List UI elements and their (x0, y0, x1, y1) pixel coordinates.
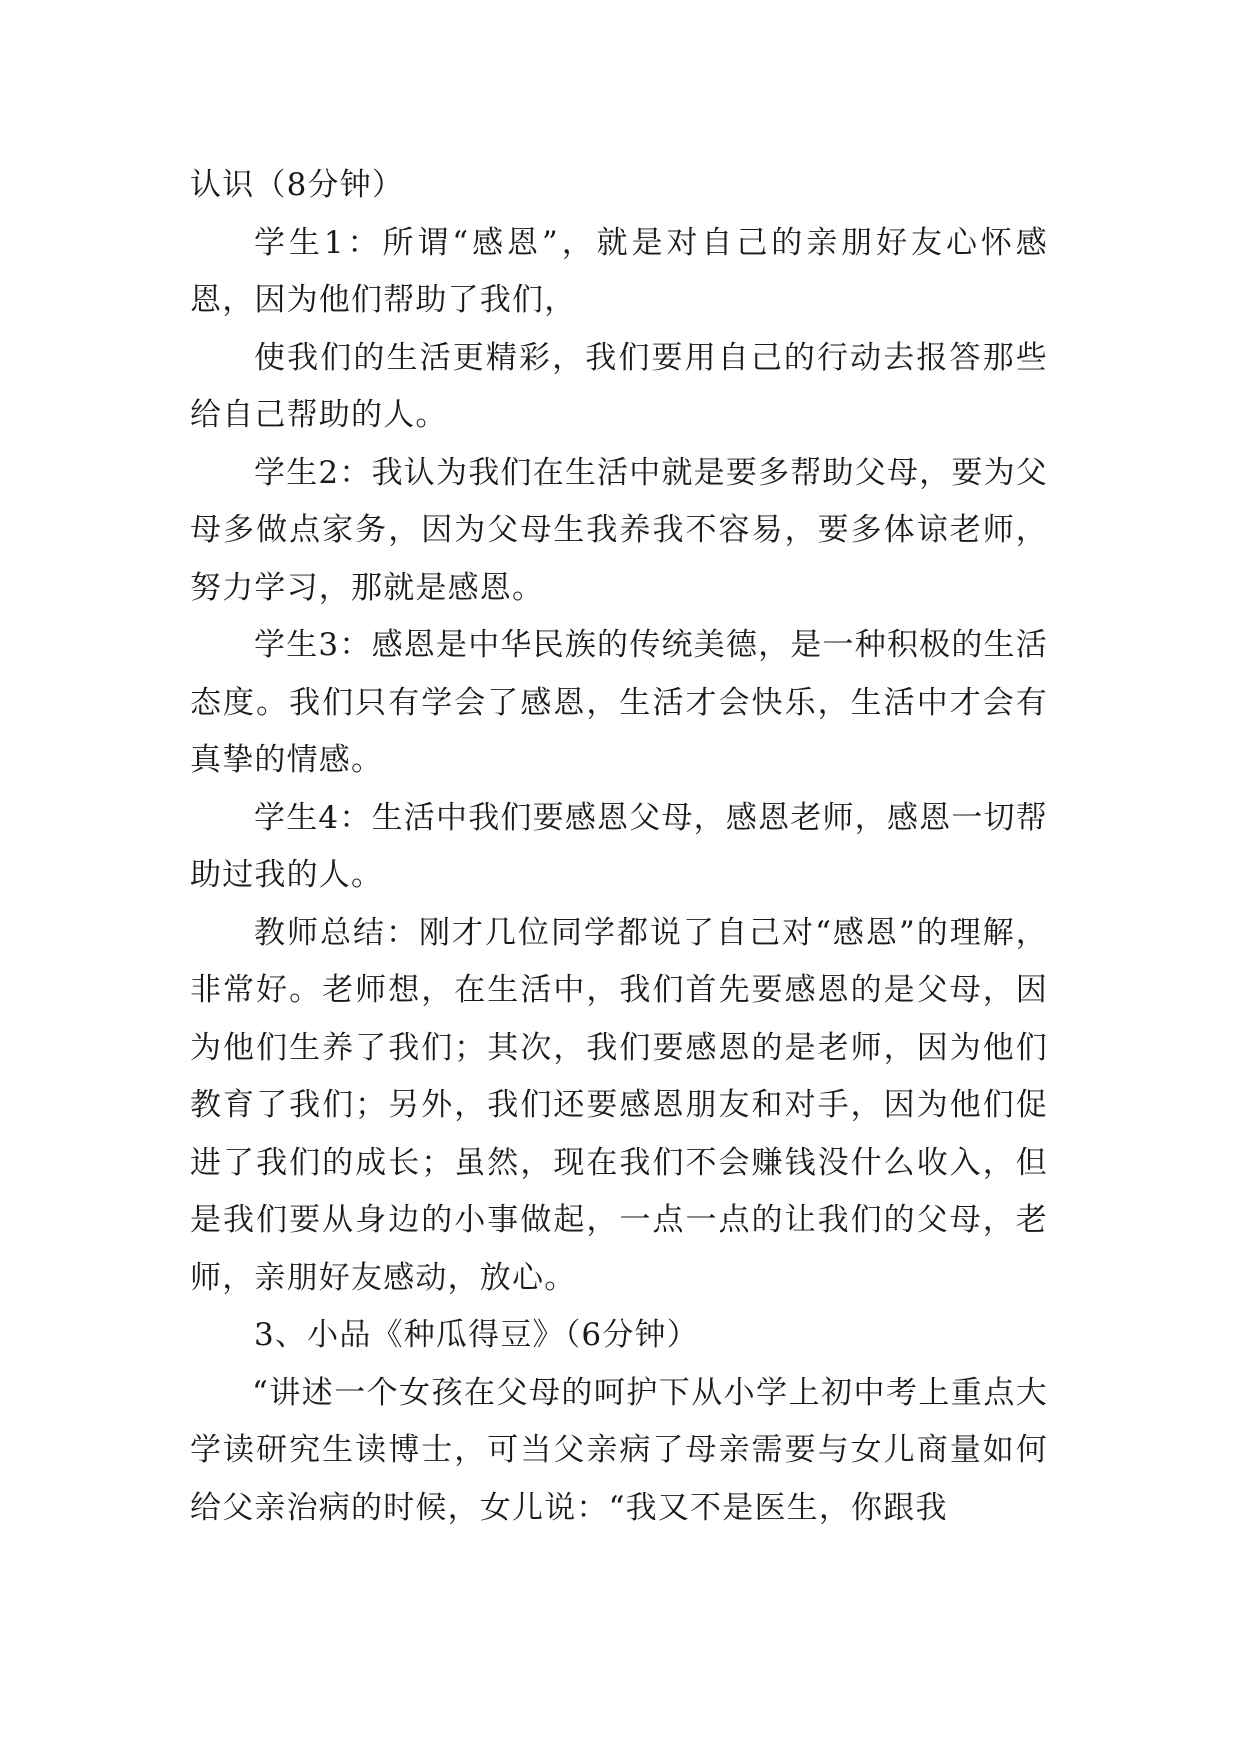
paragraph-skit-description: “讲述一个女孩在父母的呵护下从小学上初中考上重点大学读研究生读博士，可当父亲病了母亲需要与女儿商量如何给父亲治病的时候，女儿说：“我又不是医生，你跟我 (190, 1374, 1048, 1526)
paragraph-student-4: 学生4：生活中我们要感恩父母，感恩老师，感恩一切帮助过我的人。 (190, 799, 1048, 893)
paragraph-teacher-summary: 教师总结：刚才几位同学都说了自己对“感恩”的理解，非常好。老师想，在生活中，我们首先要感恩的是父母，因为他们生养了我们；其次，我们要感恩的是老师，因为他们教育了我们；另外，我们还要感恩朋友和对手，因为他们促进了我们的成长；虽然，现在我们不会赚钱没什么收入，但是我们要从身边的小事做起，一点一点的让我们的父母，老师，亲朋好友感动，放心。 (190, 914, 1048, 1296)
paragraph-student-1-continued: 使我们的生活更精彩，我们要用自己的行动去报答那些给自己帮助的人。 (190, 339, 1048, 433)
paragraph-student-1: 学生1：所谓“感恩”，就是对自己的亲朋好友心怀感恩，因为他们帮助了我们， (190, 224, 1048, 318)
paragraph-student-2: 学生2：我认为我们在生活中就是要多帮助父母，要为父母多做点家务，因为父母生我养我不容易，要多体谅老师，努力学习，那就是感恩。 (190, 454, 1048, 606)
section-heading-skit: 3、小品《种瓜得豆》（6分钟） (254, 1317, 699, 1353)
paragraph-student-3: 学生3：感恩是中华民族的传统美德，是一种积极的生活态度。我们只有学会了感恩，生活才会快乐，生活中才会有真挚的情感。 (190, 627, 1048, 778)
document-body (190, 157, 1048, 1537)
paragraph-intro-time: 认识（8分钟） (190, 167, 405, 203)
